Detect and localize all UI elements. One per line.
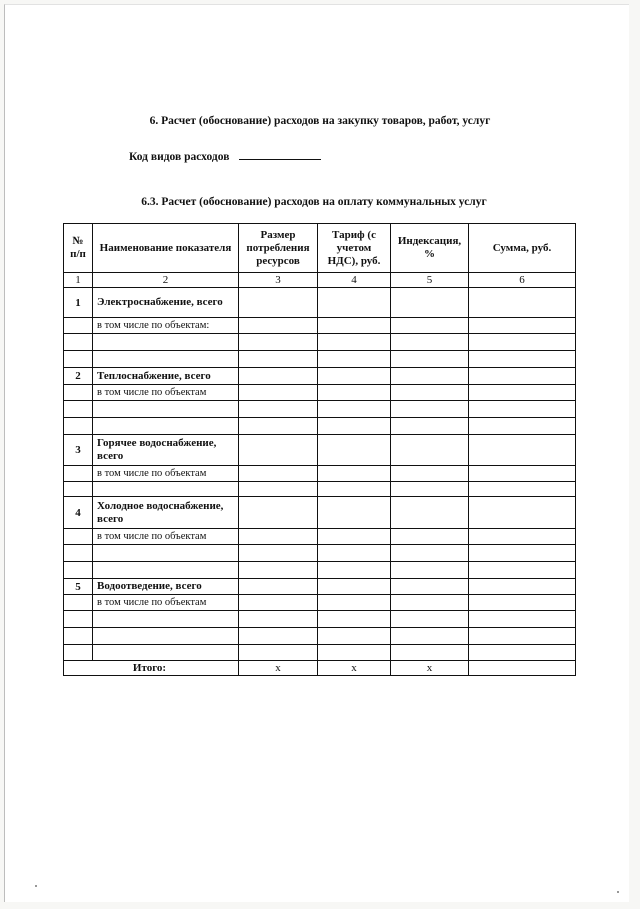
col-number: 6: [469, 273, 576, 288]
col-number: 5: [391, 273, 469, 288]
expense-code-blank: [239, 148, 321, 160]
header-sum: Сумма, руб.: [469, 224, 576, 273]
group-row-cold-water: [64, 497, 576, 529]
col-number: 1: [64, 273, 93, 288]
subsection-title: 6.3. Расчет (обоснование) расходов на оплату коммунальных услуг: [141, 196, 487, 208]
group-row-hot-water: [64, 435, 576, 466]
tariff-cell[interactable]: [318, 288, 391, 318]
col-number: 4: [318, 273, 391, 288]
header-row: [64, 224, 576, 273]
group-name: Теплоснабжение, всего: [93, 368, 239, 385]
group-number: 4: [64, 497, 93, 529]
sub-label-row: [64, 595, 576, 611]
object-row: [64, 482, 576, 497]
expense-code-label: Код видов расходов: [129, 151, 230, 163]
object-row: [64, 645, 576, 661]
section-title: 6. Расчет (обоснование) расходов на закупку товаров, работ, услуг: [149, 115, 491, 127]
total-label: Итого:: [64, 661, 239, 676]
total-row: [64, 661, 576, 676]
col-number: 2: [93, 273, 239, 288]
object-row: [64, 611, 576, 628]
group-name: Электроснабжение, всего: [93, 288, 239, 318]
sub-label: в том числе по объектам: [93, 466, 239, 482]
object-row: [64, 562, 576, 579]
sum-cell[interactable]: [469, 288, 576, 318]
group-number: 3: [64, 435, 93, 466]
header-tariff: Тариф (с учетом НДС), руб.: [318, 224, 391, 273]
sub-label: в том числе по объектам:: [93, 318, 239, 334]
object-row: [64, 545, 576, 562]
header-name: Наименование показателя: [93, 224, 239, 273]
group-row-drainage: [64, 579, 576, 595]
group-number: 2: [64, 368, 93, 385]
total-indexation: х: [391, 661, 469, 676]
total-sum[interactable]: [469, 661, 576, 676]
object-row: [64, 334, 576, 351]
utilities-table: [63, 223, 576, 676]
document-page: [4, 4, 629, 902]
group-row-electricity: [64, 288, 576, 318]
group-name: Водоотведение, всего: [93, 579, 239, 595]
sub-label-row: [64, 529, 576, 545]
sub-label-row: [64, 466, 576, 482]
sub-label: в том числе по объектам: [93, 529, 239, 545]
total-tariff: х: [318, 661, 391, 676]
object-row: [64, 401, 576, 418]
scan-dot: [617, 891, 619, 893]
sub-label-row: [64, 318, 576, 334]
sub-label: в том числе по объектам: [93, 595, 239, 611]
header-consumption: Размер потребления ресурсов: [239, 224, 318, 273]
header-num: № п/п: [64, 224, 93, 273]
object-row: [64, 351, 576, 368]
column-number-row: [64, 273, 576, 288]
group-name: Холодное водоснабжение, всего: [93, 497, 239, 529]
object-row: [64, 418, 576, 435]
sub-label: в том числе по объектам: [93, 385, 239, 401]
group-name: Горячее водоснабжение, всего: [93, 435, 239, 466]
object-row: [64, 628, 576, 645]
indexation-cell[interactable]: [391, 288, 469, 318]
sub-label-row: [64, 385, 576, 401]
header-indexation: Индексация, %: [391, 224, 469, 273]
expense-code-line: [129, 148, 321, 163]
total-consumption: х: [239, 661, 318, 676]
group-number: 1: [64, 288, 93, 318]
group-number: 5: [64, 579, 93, 595]
col-number: 3: [239, 273, 318, 288]
group-row-heating: [64, 368, 576, 385]
scan-dot: [35, 885, 37, 887]
consumption-cell[interactable]: [239, 288, 318, 318]
